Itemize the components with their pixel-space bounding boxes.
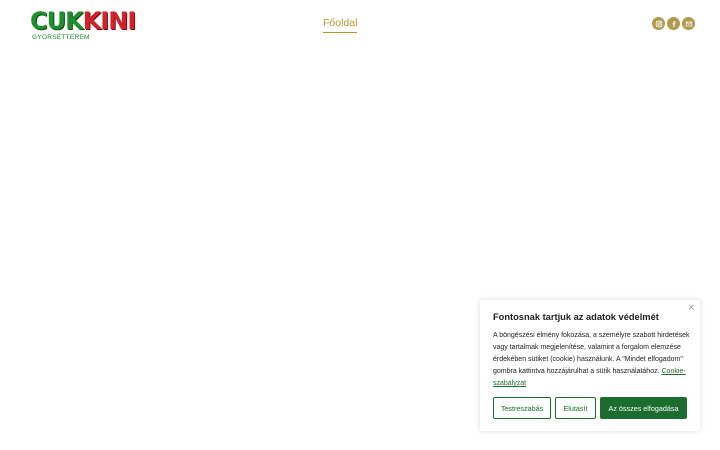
logo-wordmark [30, 8, 135, 34]
social-links [652, 17, 695, 30]
cukkini-logo[interactable] [30, 8, 152, 44]
accept-all-button[interactable]: Az összes elfogadása [600, 397, 687, 419]
site-header [0, 0, 720, 52]
instagram-icon[interactable] [652, 17, 665, 30]
cookie-policy-link[interactable]: Cookie-szabályzat [493, 368, 686, 387]
cookie-actions [493, 397, 687, 419]
email-icon[interactable] [682, 17, 695, 30]
cookie-description [493, 330, 693, 390]
logo-subtitle: GYORSÉTTEREM [32, 34, 90, 41]
nav-item-home[interactable]: Főoldal [323, 17, 357, 33]
cookie-consent-dialog [480, 300, 700, 431]
facebook-icon[interactable] [667, 17, 680, 30]
close-icon[interactable]: × [687, 303, 695, 313]
cookie-title: Fontosnak tartjuk az adatok védelmét [493, 312, 659, 322]
reject-button[interactable]: Elutasít [555, 397, 596, 419]
cookie-body-text: A böngészési élmény fokozása, a személyre szabott hirdetések vagy tartalmak megjelenítése, valamint a forgalom elemzése érdekében sütiket (cookie) használunk. A "Mindet elfogadom" gombra kattintva hozzájárulhat a sütik használatához. [493, 332, 690, 375]
customize-button[interactable]: Testreszabás [493, 397, 551, 419]
main-nav [323, 17, 357, 33]
logo-part-green: CUK [30, 7, 83, 35]
logo-part-red: KINI [82, 7, 136, 35]
